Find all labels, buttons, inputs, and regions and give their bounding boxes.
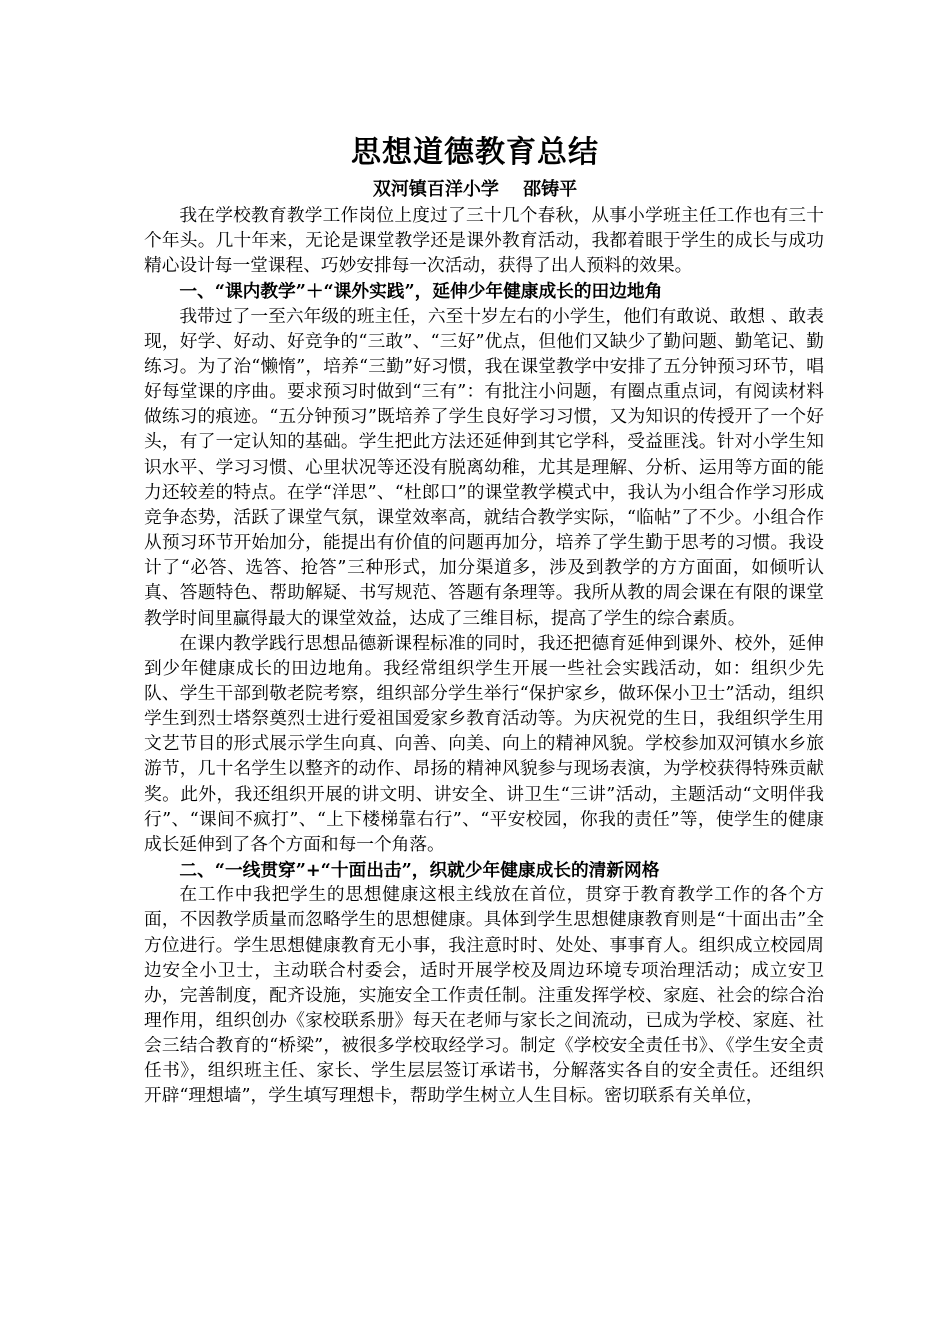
paragraph-section1-a: 我带过了一至六年级的班主任，六至十岁左右的小学生，他们有敢说、敢想 、敢表现，好学、好动、好竞争的“三敢”、“三好”优点，但他们又缺少了勤问题、勤笔记、勤练习。为了治“懒惰”，培养“三勤”好习惯，我在课堂教学中安排了五分钟预习环节，唱好每堂课的序曲。要求预习时做到“三有”：有批注小问题，有圈点重点词，有阅读材料做练习的痕迹。“五分钟预习”既培养了学生良好学习习惯，又为知识的传授开了一个好头，有了一定认知的基础。学生把此方法还延伸到其它学科，受益匪浅。针对小学生知识水平、学习习惯、心里状况等还没有脱离幼稚，尤其是理解、分析、运用等方面的能力还较差的特点。在学“洋思”、“杜郎口”的课堂教学模式中，我认为小组合作学习形成竞争态势，活跃了课堂气氛，课堂效率高，就结合教学实际，“临帖”了不少。小组合作从预习环节开始加分，能提出有价值的问题再加分，培养了学生勤于思考的习惯。我设计了“必答、选答、抢答”三种形式，加分渠道多，涉及到教学的方方面面，如倾听认真、答题特色、帮助解疑、书写规范、答题有条理等。我所从教的周会课在有限的课堂教学时间里赢得最大的课堂效益，达成了三维目标，提高了学生的综合素质。 xyxy=(144,306,824,629)
document-author: 双河镇百洋小学 邵铸平 xyxy=(372,179,578,200)
section-heading-1: 一、“课内教学”＋“课外实践”，延伸少年健康成长的田边地角 xyxy=(179,281,663,303)
section-heading-2: 二、“一线贯穿”+“十面出击”，织就少年健康成长的清新网格 xyxy=(179,860,660,882)
document-body xyxy=(144,204,824,1110)
paragraph-section2-a: 在工作中我把学生的思想健康这根主线放在首位，贯穿于教育教学工作的各个方面，不因教学质量而忽略学生的思想健康。具体到学生思想健康教育则是“十面出击”全方位进行。学生思想健康教育无小事，我注意时时、处处、事事育人。组织成立校园周边安全小卫士，主动联合村委会，适时开展学校及周边环境专项治理活动；成立安卫办，完善制度，配齐设施，实施安全工作责任制。注重发挥学校、家庭、社会的综合治理作用，组织创办《家校联系册》每天在老师与家长之间流动，已成为学校、家庭、社会三结合教育的“桥梁”，被很多学校取经学习。制定《学校安全责任书》、《学生安全责任书》，组织班主任、家长、学生层层签订承诺书，分解落实各自的安全责任。还组织开辟“理想墙”，学生填写理想卡，帮助学生树立人生目标。密切联系有关单位， xyxy=(144,885,824,1107)
paragraph-section1-b: 在课内教学践行思想品德新课程标准的同时，我还把德育延伸到课外、校外，延伸到少年健康成长的田边地角。我经常组织学生开展一些社会实践活动，如：组织少先队、学生干部到敬老院考察，组织部分学生举行“保护家乡，做环保小卫士”活动，组织学生到烈士塔祭奠烈士进行爱祖国爱家乡教育活动等。为庆祝党的生日，我组织学生用文艺节目的形式展示学生向真、向善、向美、向上的精神风貌。学校参加双河镇水乡旅游节，几十名学生以整齐的动作、昂扬的精神风貌参与现场表演，为学校获得特殊贡献奖。此外，我还组织开展的讲文明、讲安全、讲卫生“三讲”活动，主题活动“文明伴我行”、“课间不疯打”、“上下楼梯靠右行”、“平安校园，你我的责任”等，使学生的健康成长延伸到了各个方面和每一个角落。 xyxy=(144,633,824,855)
document-title: 思想道德教育总结 xyxy=(351,135,599,170)
paragraph-intro: 我在学校教育教学工作岗位上度过了三十几个春秋，从事小学班主任工作也有三十个年头。几十年来，无论是课堂教学还是课外教育活动，我都着眼于学生的成长与成功精心设计每一堂课程、巧妙安排每一次活动，获得了出人预料的效果。 xyxy=(144,206,824,277)
